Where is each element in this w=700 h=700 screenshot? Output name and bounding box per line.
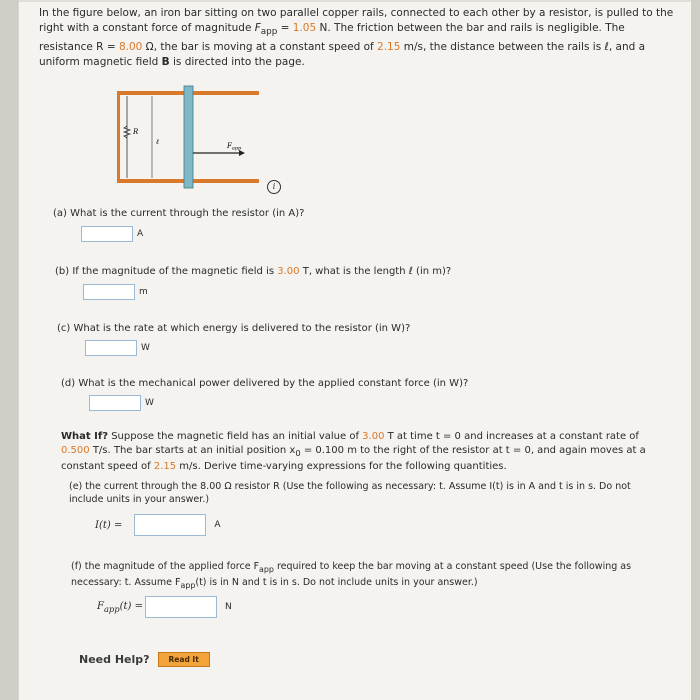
answer-a-input[interactable]	[81, 226, 133, 242]
question-e-resistance: 8.00	[200, 481, 222, 492]
page-top-border	[19, 0, 691, 2]
info-icon[interactable]: i	[267, 180, 281, 194]
question-f-text-3: (t) is in N and t is in s. Do not include units in your answer.)	[195, 576, 478, 588]
answer-row-e	[95, 514, 221, 536]
label-f	[97, 601, 143, 614]
question-f-text-2: required to keep the bar moving at a constant speed (Use the following as necessary: t. Assume F	[71, 561, 632, 588]
intro-text-5: m/s, the distance between the rails is ℓ, and a uniform magnetic field	[39, 41, 646, 69]
need-help	[79, 652, 210, 667]
question-c: (c) What is the rate at which energy is delivered to the resistor (in W)?	[57, 323, 411, 334]
answer-row-f	[97, 596, 232, 618]
question-d: (d) What is the mechanical power delivered by the applied constant force (in W)?	[61, 378, 469, 389]
question-e-pre: (e) the current through the	[69, 481, 201, 492]
resistance-value: 8.00	[118, 41, 143, 54]
field-value-b: 3.00	[277, 266, 300, 277]
read-it-button[interactable]: Read It	[158, 652, 210, 667]
what-if-x0-sub: 0	[295, 448, 301, 458]
force-label-main: F	[227, 142, 232, 150]
intro-text-3: N. The friction between the bar and rails is negligible. The resistance R =	[39, 22, 625, 54]
problem-intro	[39, 6, 679, 70]
what-if-heading: What If?	[61, 431, 109, 442]
what-if-text-3: T/s. The bar starts at an initial position x	[89, 445, 296, 456]
intro-text-2: =	[277, 22, 293, 34]
answer-f-input[interactable]	[145, 596, 217, 618]
intro-text-1: In the figure below, an iron bar sitting on two parallel copper rails, connected to each other by a resistor, is pulled to the right with a constant force of magnitude	[39, 7, 674, 34]
what-if-text-1: Suppose the magnetic field has an initial value of	[108, 431, 363, 442]
force-label-sub: app	[231, 145, 242, 152]
unit-a: A	[137, 229, 144, 239]
what-if-b0: 3.00	[362, 431, 385, 442]
question-e	[69, 480, 649, 506]
b-field-symbol: B	[161, 56, 170, 69]
what-if-rate: 0.500	[61, 445, 90, 456]
unit-c: W	[141, 343, 150, 353]
resistor-label: R	[133, 128, 139, 136]
problem-page	[18, 0, 691, 700]
answer-b-input[interactable]	[83, 284, 135, 300]
answer-c-input[interactable]	[85, 340, 137, 356]
iron-bar	[184, 86, 193, 188]
what-if-paragraph	[61, 430, 651, 474]
what-if-text-2: T at time t = 0 and increases at a constant rate of	[384, 431, 639, 442]
unit-b: m	[139, 287, 148, 297]
question-f-sub-1: app	[259, 564, 274, 574]
question-f	[71, 560, 651, 592]
force-label	[226, 142, 242, 152]
force-value: 1.05	[292, 22, 317, 34]
what-if-text-4: = 0.100 m to the right of the resistor at t = 0, and again moves at a constant speed of	[61, 445, 646, 472]
question-f-text-1: (f) the magnitude of the applied force F	[71, 561, 260, 572]
label-e: I(t) =	[95, 519, 123, 531]
question-b-pre: (b) If the magnitude of the magnetic field is	[55, 266, 278, 277]
unit-f: N	[224, 602, 232, 612]
what-if-text-5: m/s. Derive time-varying expressions for the following quantities.	[176, 461, 507, 472]
answer-row-b	[83, 284, 148, 300]
unit-d: W	[145, 398, 154, 408]
label-f-post: (t) =	[119, 600, 143, 612]
question-b	[55, 266, 451, 277]
intro-text-4: Ω, the bar is moving at a constant speed of	[142, 41, 378, 54]
unit-e: A	[214, 520, 221, 530]
label-f-pre: F	[97, 600, 104, 612]
answer-d-input[interactable]	[89, 395, 141, 411]
answer-row-c	[85, 340, 150, 356]
question-e-post: Ω resistor R (Use the following as necessary: t. Assume I(t) is in A and t is in s. Do not include units in your answer.)	[69, 481, 631, 505]
label-f-sub: app	[103, 603, 120, 614]
length-label: ℓ	[156, 138, 159, 146]
need-help-label: Need Help?	[79, 653, 150, 666]
f-app-subscript: app	[260, 27, 278, 38]
what-if-speed: 2.15	[153, 461, 177, 472]
question-f-sub-2: app	[180, 580, 196, 590]
answer-row-d	[89, 395, 154, 411]
answer-row-a	[81, 226, 143, 242]
left-connector	[117, 91, 120, 183]
answer-e-input[interactable]	[134, 514, 206, 536]
intro-text-6: is directed into the page.	[169, 56, 305, 69]
question-b-post: T, what is the length ℓ (in m)?	[299, 266, 452, 277]
speed-value: 2.15	[377, 41, 401, 54]
f-app-symbol: F	[254, 22, 261, 34]
question-a: (a) What is the current through the resistor (in A)?	[53, 208, 305, 219]
